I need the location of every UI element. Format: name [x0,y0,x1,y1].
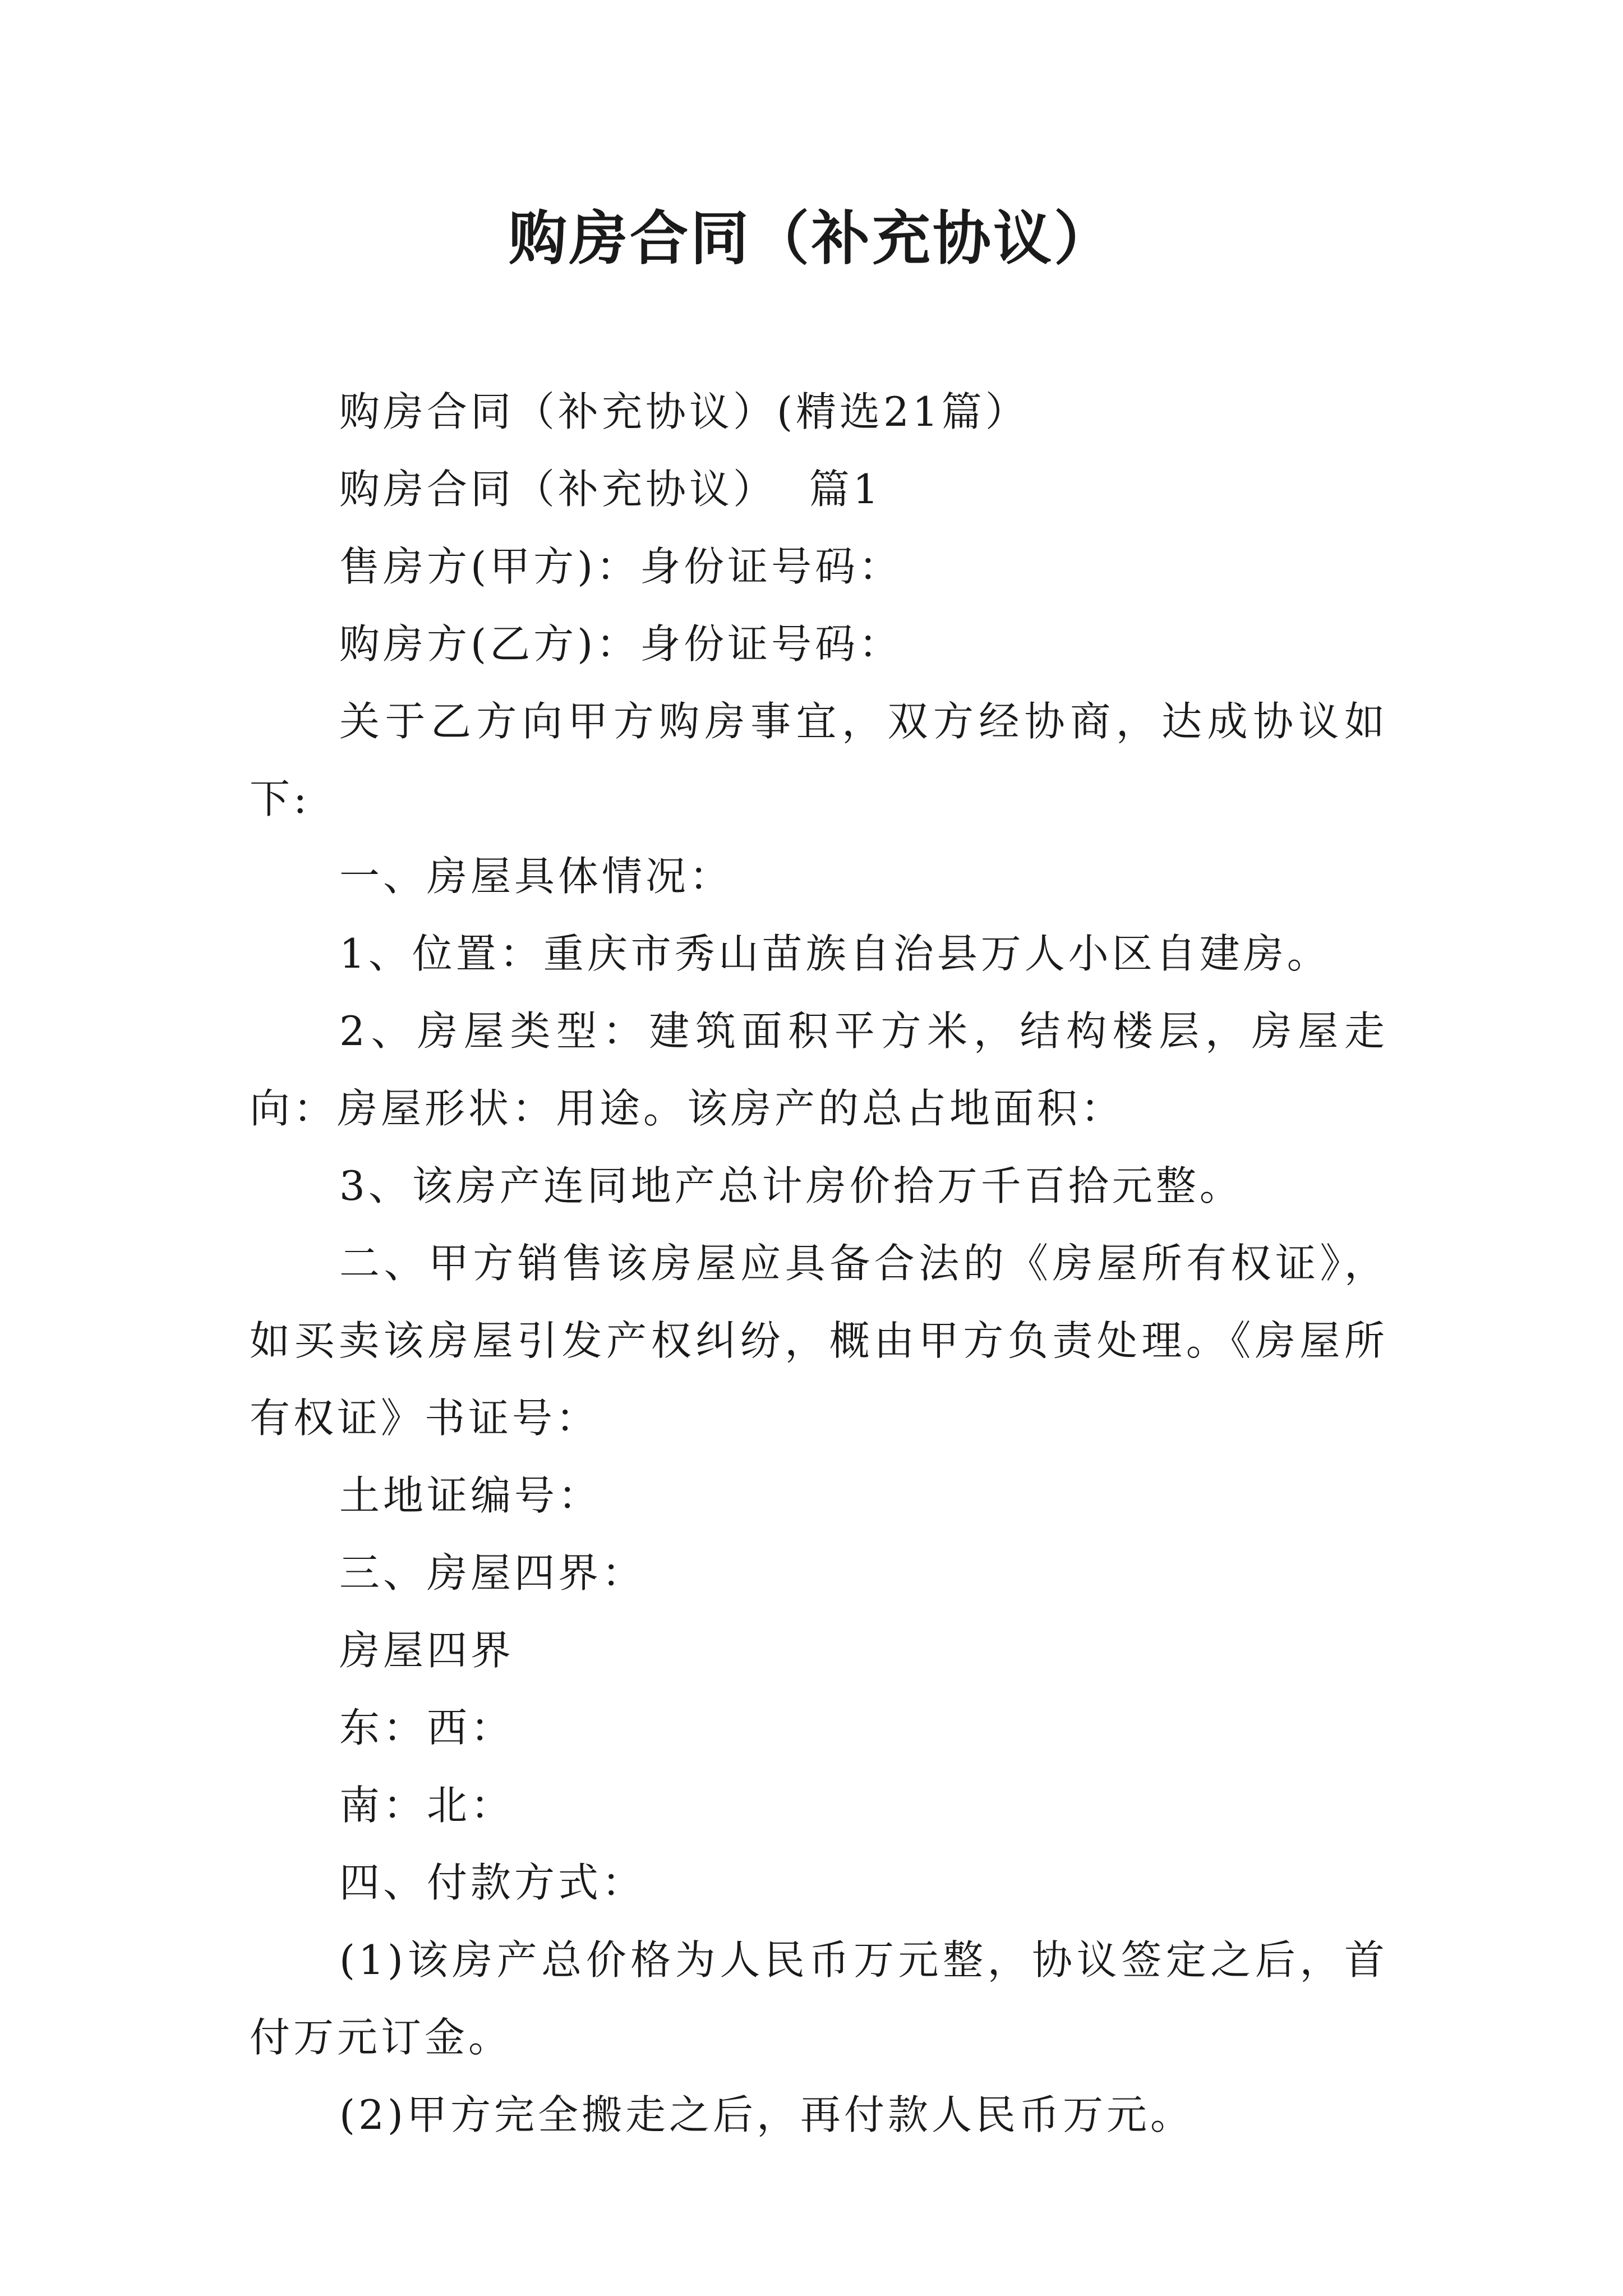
payment-item-1: (1)该房产总价格为人民币万元整，协议签定之后，首付万元订金。 [250,1936,1388,2061]
seller-line: 售房方(甲方)：身份证号码： [339,543,903,590]
document-body [250,373,1388,2154]
document-title: 购房合同（补充协议） [508,204,1114,273]
clause-1-price: 3、该房产连同地产总计房价拾万千百拾元整。 [339,1162,1243,1209]
land-certificate-line: 土地证编号： [339,1472,602,1519]
clause-1-heading: 一、房屋具体情况： [339,853,734,900]
section-heading: 购房合同（补充协议） 篇1 [339,466,882,513]
payment-item-2: (2)甲方完全搬走之后，再付款人民币万元。 [339,2091,1194,2138]
clause-4-heading: 四、付款方式： [339,1859,646,1906]
intro-heading: 购房合同（补充协议）(精选21篇） [339,388,1029,435]
agreement-intro: 关于乙方向甲方购房事宜，双方经协商，达成协议如下: [250,698,1388,822]
clause-3-heading: 三、房屋四界： [339,1549,646,1596]
clause-1-location: 1、位置：重庆市秀山苗族自治县万人小区自建房。 [339,930,1331,977]
clause-2-ownership: 二、甲方销售该房屋应具备合法的《房屋所有权证》，如买卖该房屋引发产权纠纷，概由甲方负责处理。《房屋所有权证》书证号： [250,1240,1388,1442]
clause-1-type: 2、房屋类型：建筑面积平方米，结构楼层，房屋走向：房屋形状：用途。该房产的总占地面积： [250,1007,1388,1132]
boundary-east-west: 东：西： [339,1704,515,1751]
buyer-line: 购房方(乙方)：身份证号码： [339,620,903,668]
boundary-south-north: 南：北： [339,1782,515,1829]
boundary-label: 房屋四界 [339,1627,515,1674]
